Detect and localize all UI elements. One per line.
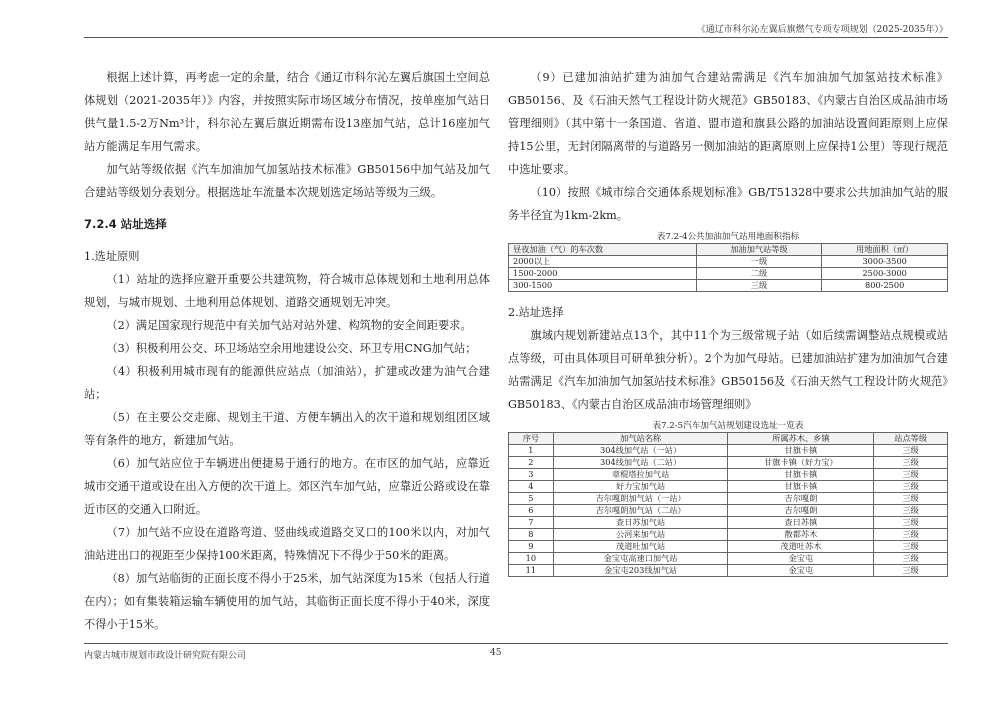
table-header-row [509,433,948,445]
table-cell: 三级 [874,457,948,469]
table-cell: 吉尔嘎朗加气站（二站） [553,505,728,517]
table-cell: 查日苏加气站 [553,517,728,529]
principle-item: （8）加气站临街的正面长度不得小于25米，加气站深度为15米（包括人行道在内）；如有集装箱运输车辆使用的加气站，其临街正面长度不得小于40米，深度不得小于15米。 [84,572,490,631]
table-cell: 金宝屯高速口加气站 [553,553,728,565]
table-cell: 茂道吐加气站 [553,541,728,553]
subsection-heading-site-selection: 2.站址选择 [508,306,564,319]
table-row [509,565,948,577]
table-cell: 三级 [874,553,948,565]
column-header: 加油加气站等级 [696,244,822,256]
table-cell: 三级 [874,517,948,529]
column-header: 站点等级 [874,433,948,445]
table-row [509,517,948,529]
land-area-table [508,243,948,292]
table-cell: 三级 [874,445,948,457]
table-cell: 二级 [696,268,822,280]
table-cell: 三级 [874,541,948,553]
header-divider [84,37,948,38]
table-cell: 5 [509,493,554,505]
station-list-table [508,432,948,577]
paragraph-calculation: 根据上述计算，再考虑一定的余量，结合《通辽市科尔沁左翼后旗国土空间总体规划（2021-2035年）》内容，并按照实际市场区域分布情况，按单座加气站日供气量1.5-2万Nm³计，科尔沁左翼后旗近期需布设13座加气站，总计16座加气站方能满足车用气需求。 [84,71,490,153]
table-cell: 甘旗卡镇（好力宝） [728,457,874,469]
table-cell: 3 [509,469,554,481]
table-cell: 6 [509,505,554,517]
table-cell: 一级 [696,256,822,268]
table-caption: 表7.2-4公共加油加气站用地面积指标 [656,232,800,242]
table-cell: 300-1500 [509,280,697,292]
table-cell: 甘旗卡镇 [728,481,874,493]
table-cell: 9 [509,541,554,553]
table-row [509,505,948,517]
table-row [509,493,948,505]
table-cell: 1 [509,445,554,457]
table-row [509,541,948,553]
footer-organization: 内蒙古城市规划市政设计研究院有限公司 [84,651,247,661]
table-cell: 好力宝加气站 [553,481,728,493]
table-cell: 10 [509,553,554,565]
table-cell: 1500-2000 [509,268,697,280]
table-cell: 三级 [874,505,948,517]
table-cell: 金宝屯203线加气站 [553,565,728,577]
table-cell: 8 [509,529,554,541]
table-cell: 金宝屯 [728,553,874,565]
table-row [509,529,948,541]
table-caption: 表7.2-5汽车加气站规划建设选址一览表 [652,421,804,431]
table-cell: 三级 [874,469,948,481]
table-cell: 三级 [874,481,948,493]
table-row [509,553,948,565]
table-cell: 章棍塔拉加气站 [553,469,728,481]
table-cell: 查日苏镇 [728,517,874,529]
table-cell: 甘旗卡镇 [728,445,874,457]
table-cell: 三级 [874,493,948,505]
page-number: 45 [490,648,502,658]
column-header: 用地面积（㎡） [822,244,948,256]
table-cell: 7 [509,517,554,529]
footer-divider [84,643,948,644]
principle-item: （7）加气站不应设在道路弯道、竖曲线或道路交叉口的100米以内，对加气油站进出口的视距至少保持100米距离，特殊情况下不得少于50米的距离。 [84,526,490,562]
column-header: 序号 [509,433,554,445]
table-cell: 三级 [874,565,948,577]
column-header: 昼夜加油（气）的车次数 [509,244,697,256]
principle-item: （3）积极利用公交、环卫场站空余用地建设公交、环卫专用CNG加气站； [106,342,477,355]
left-column [84,66,490,636]
table-row [509,481,948,493]
table-cell: 三级 [696,280,822,292]
principle-item: （5）在主要公交走廊、规划主干道、方便车辆出入的次干道和规划组团区域等有条件的地方，新建加气站。 [84,411,490,447]
principle-item: （4）积极利用城市现有的能源供应站点（加油站），扩建或改建为油气合建站； [84,365,490,401]
table-cell: 2 [509,457,554,469]
table-header-row [509,244,948,256]
table-cell: 2000以上 [509,256,697,268]
table-row [509,280,948,292]
table-row [509,469,948,481]
table-cell: 散都苏木 [728,529,874,541]
principle-item: （2）满足国家现行规范中有关加气站对站外建、构筑物的安全间距要求。 [106,319,472,332]
table-cell: 304线加气站（一站） [553,445,728,457]
header-title: 《通辽市科尔沁左翼后旗燃气专项专项规划（2025-2035年）》 [696,25,948,35]
paragraph-station-grade: 加气站等级依据《汽车加油加气加氢站技术标准》GB50156中加气站及加气合建站等级划分表划分。根据选址车流量本次规划选定场站等级为三级。 [84,163,490,199]
table-cell: 吉尔嘎朗 [728,493,874,505]
table-row [509,457,948,469]
table-row [509,445,948,457]
table-cell: 800-2500 [822,280,948,292]
column-header: 所属苏木、乡镇 [728,433,874,445]
table-cell: 金宝屯 [728,565,874,577]
table-cell: 304线加气站（二站） [553,457,728,469]
table-cell: 茂道吐苏木 [728,541,874,553]
table-cell: 吉尔嘎朗加气站（一站） [553,493,728,505]
principle-item: （1）站址的选择应避开重要公共建筑物，符合城市总体规划和土地利用总体规划，与城市规划、土地利用总体规划、道路交通规划无冲突。 [84,273,490,309]
table-row [509,256,948,268]
table-cell: 公河来加气站 [553,529,728,541]
principle-item: （10）按照《城市综合交通体系规划标准》GB/T51328中要求公共加油加气站的服务半径宜为1km-2km。 [508,186,948,222]
table-cell: 11 [509,565,554,577]
table-cell: 甘旗卡镇 [728,469,874,481]
table-row [509,268,948,280]
paragraph-new-stations: 旗域内规划新建站点13个，其中11个为三级常规子站（如后续需调整站点规模或站点等级，可由具体项目可研单独分析）。2个为加气母站。已建加油站扩建为加油加气合建站需满足《汽车加油加气加氢站技术标准》GB50156及《石油天然气工程设计防火规范》GB50183、《内蒙古自治区成品油市场管理细则》 [508,329,948,411]
column-header: 加气站名称 [553,433,728,445]
table-cell: 3000-3500 [822,256,948,268]
principle-item: （6）加气站应位于车辆进出便捷易于通行的地方。在市区的加气站，应靠近城市交通干道或设在出入方便的次干道上。郊区汽车加气站，应靠近公路或设在靠近市区的交通入口附近。 [84,457,490,516]
table-cell: 吉尔嘎朗 [728,505,874,517]
table-cell: 2500-3000 [822,268,948,280]
principle-item: （9）已建加油站扩建为油加气合建站需满足《汽车加油加气加氢站技术标准》GB50156、及《石油天然气工程设计防火规范》GB50183、《内蒙古自治区成品油市场管理细则》（其中第十一条国道、省道、盟市道和旗县公路的加油站设置间距原则上应保持15公里，无封闭隔离带的与道路另一侧加油站的距离原则上应保持1公里）等现行规范中选址要求。 [508,71,948,176]
table-cell: 三级 [874,529,948,541]
subsection-heading-principles: 1.选址原则 [84,250,140,263]
right-column [508,66,948,577]
section-heading-site-selection: 7.2.4 站址选择 [84,217,167,231]
table-cell: 4 [509,481,554,493]
